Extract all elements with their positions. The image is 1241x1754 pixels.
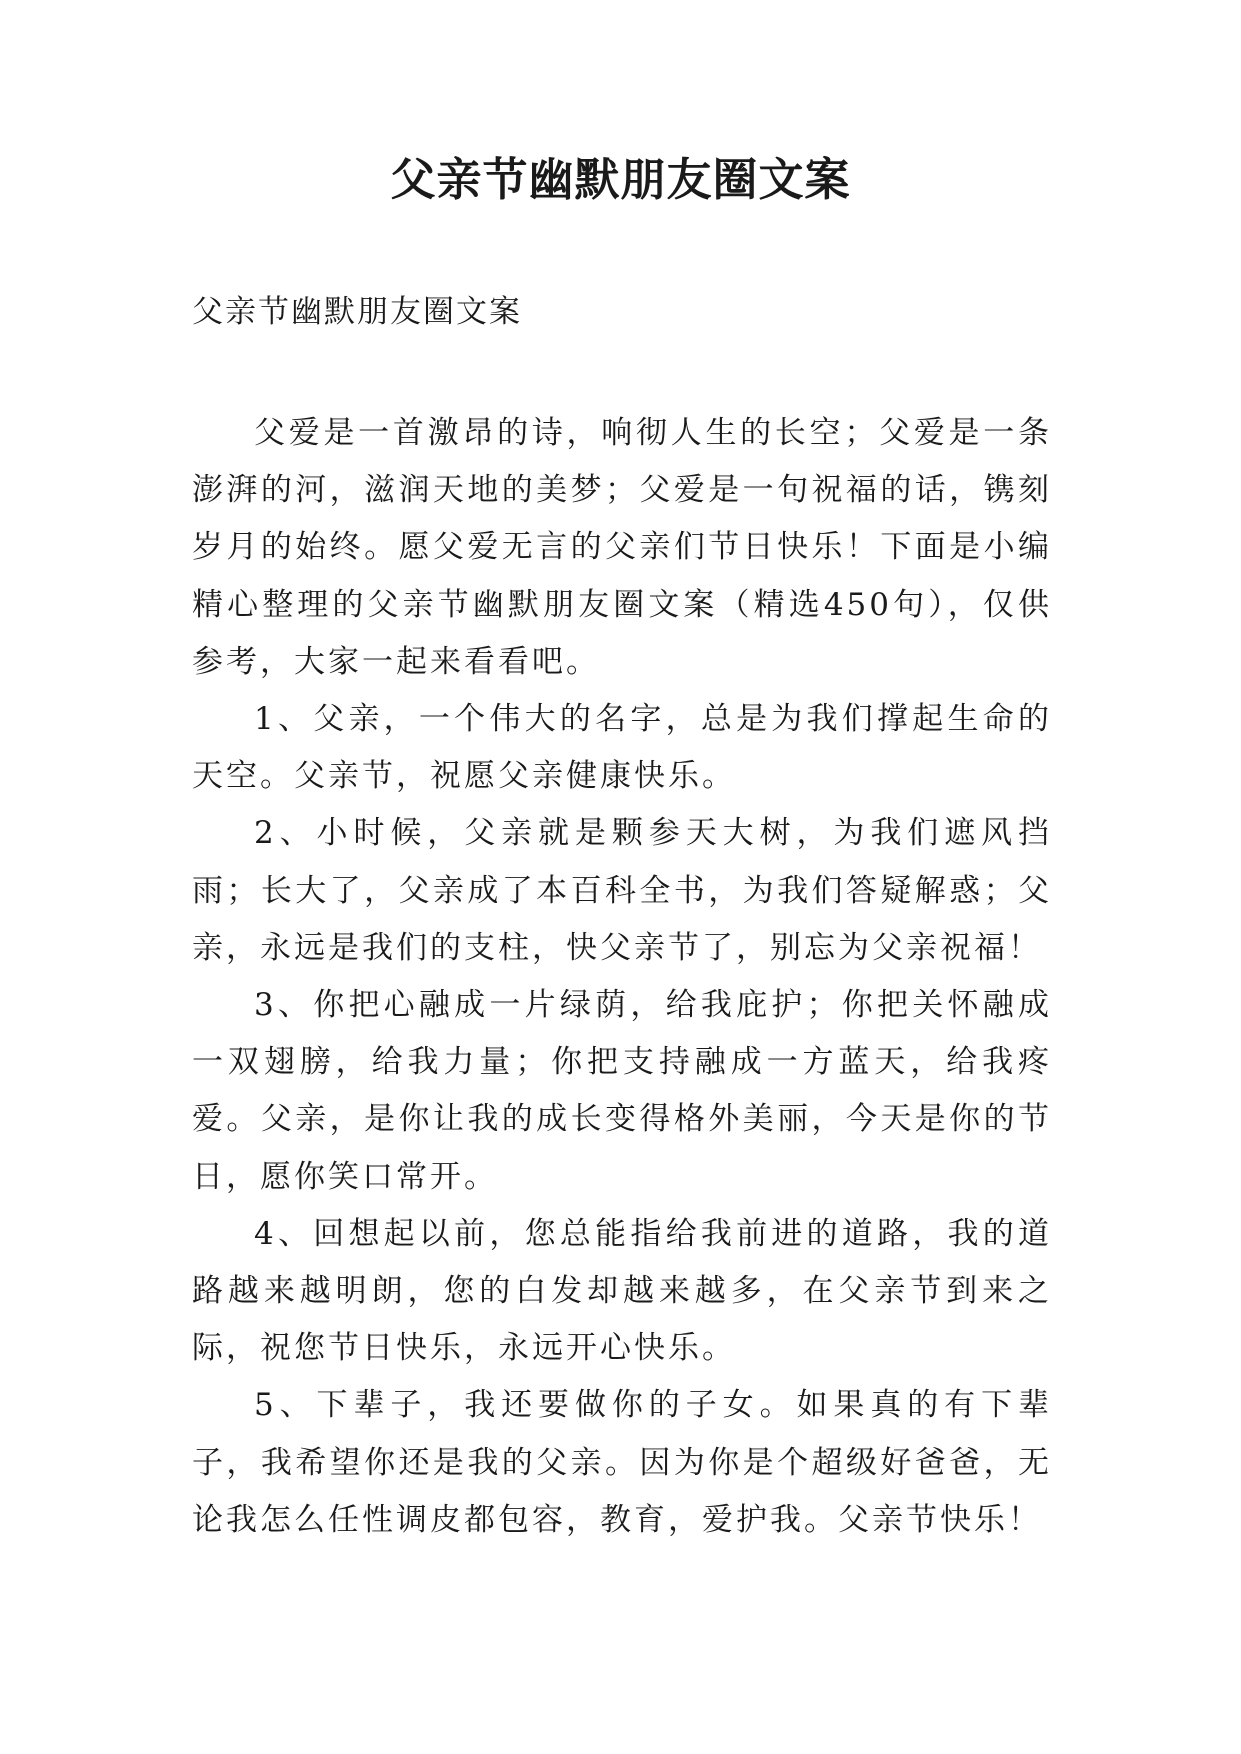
intro-paragraph: 父爱是一首激昂的诗，响彻人生的长空；父爱是一条澎湃的河，滋润天地的美梦；父爱是一句祝福的话，镌刻岁月的始终。愿父爱无言的父亲们节日快乐！下面是小编精心整理的父亲节幽默朋友圈文案（精选450句），仅供参考，大家一起来看看吧。 [192,415,1052,680]
list-item: 2、小时候，父亲就是颗参天大树，为我们遮风挡雨；长大了，父亲成了本百科全书，为我们答疑解惑；父亲，永远是我们的支柱，快父亲节了，别忘为父亲祝福！ [192,815,1052,966]
list-item: 3、你把心融成一片绿荫，给我庇护；你把关怀融成一双翅膀，给我力量；你把支持融成一方蓝天，给我疼爱。父亲，是你让我的成长变得格外美丽，今天是你的节日，愿你笑口常开。 [192,987,1052,1195]
list-item: 5、下辈子，我还要做你的子女。如果真的有下辈子，我希望你还是我的父亲。因为你是个超级好爸爸，无论我怎么任性调皮都包容，教育，爱护我。父亲节快乐！ [192,1387,1052,1538]
document-title: 父亲节幽默朋友圈文案 [390,153,851,206]
list-item: 1、父亲，一个伟大的名字，总是为我们撑起生命的天空。父亲节，祝愿父亲健康快乐。 [192,701,1052,795]
document-subtitle: 父亲节幽默朋友圈文案 [192,294,522,330]
list-item: 4、回想起以前，您总能指给我前进的道路，我的道路越来越明朗，您的白发却越来越多，在父亲节到来之际，祝您节日快乐，永远开心快乐。 [192,1215,1052,1367]
document-body [192,405,1052,1549]
